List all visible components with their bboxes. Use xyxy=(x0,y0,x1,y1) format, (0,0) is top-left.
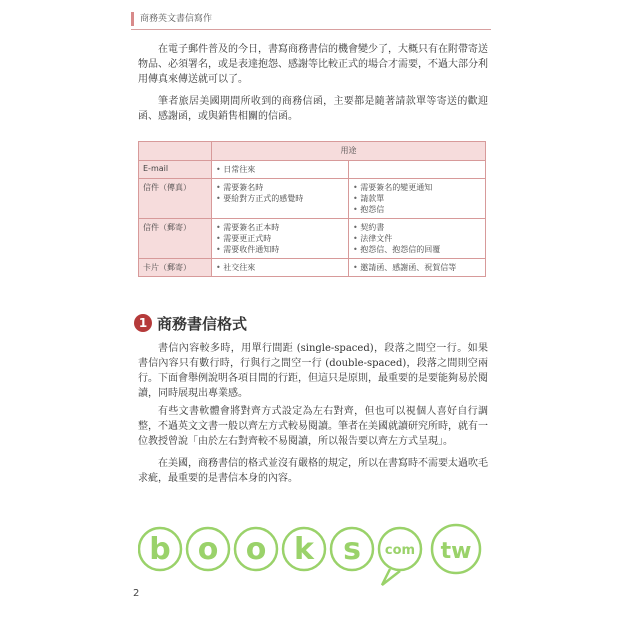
section-title: 商務書信格式 xyxy=(157,314,248,333)
row-label: 信件（傳真） xyxy=(139,179,212,219)
example-item: • 法律文件 xyxy=(353,233,481,244)
body-paragraph-3: 在美國，商務書信的格式並沒有嚴格的規定，所以在書寫時不需要太過吹毛求疵，最重要的是書信本身的內容。 xyxy=(138,458,488,484)
usage-cell xyxy=(212,259,349,277)
example-cell xyxy=(349,219,486,259)
usage-cell xyxy=(212,161,349,179)
row-label: 卡片（郵寄） xyxy=(139,259,212,277)
watermark-tw: tw xyxy=(440,539,472,564)
example-item: • 邀請函、感謝函、祝賀信等 xyxy=(353,262,481,273)
header-rule xyxy=(131,29,491,30)
watermark-bubble-tail xyxy=(382,569,400,585)
books-watermark xyxy=(138,515,510,615)
row-label: E-mail xyxy=(139,161,212,179)
usage-item: • 日常往來 xyxy=(216,164,344,175)
table-corner-cell xyxy=(139,142,212,161)
table-header-usage: 用途 xyxy=(212,142,486,161)
usage-cell xyxy=(212,179,349,219)
example-item: • 契約書 xyxy=(353,222,481,233)
example-item: • 請款單 xyxy=(353,193,481,204)
intro-paragraph-2: 筆者旅居美國期間所收到的商務信函，主要都是隨著請款單等寄送的歡迎函、感謝函，或與銷售相關的信函。 xyxy=(138,96,488,122)
table-row xyxy=(139,219,486,259)
page-number: 2 xyxy=(133,588,140,599)
usage-item: • 要給對方正式的感覺時 xyxy=(216,193,344,204)
section-heading xyxy=(134,313,247,333)
example-item: • 需要簽名的變更通知 xyxy=(353,182,481,193)
example-item: • 抱怨信 xyxy=(353,204,481,215)
watermark-letter: o xyxy=(245,532,267,567)
watermark-letter: s xyxy=(343,532,361,567)
watermark-letter: k xyxy=(294,532,314,567)
watermark-com: com xyxy=(384,543,416,558)
usage-item: • 社交往來 xyxy=(216,262,344,273)
section-number-badge: 1 xyxy=(134,314,152,332)
usage-item: • 需要簽名正本時 xyxy=(216,222,344,233)
row-label: 信件（郵寄） xyxy=(139,219,212,259)
usage-cell xyxy=(212,219,349,259)
example-item: • 抱怨信、抱怨信的回覆 xyxy=(353,244,481,255)
usage-table xyxy=(138,141,486,277)
table-row xyxy=(139,161,486,179)
body-paragraph-1: 書信內容較多時，用單行間距 (single-spaced)，段落之間空一行。如果書信內容只有數行時，行與行之間空一行 (double-spaced)，段落之間則空兩行。下面會舉例說明各項目間的行距，但這只是原則，最重要的是要能夠易於閱讀，同時展現出專業感。 xyxy=(138,343,488,399)
example-cell xyxy=(349,179,486,219)
usage-item: • 需要更正式時 xyxy=(216,233,344,244)
table-row xyxy=(139,259,486,277)
watermark-letter: o xyxy=(197,532,219,567)
table-header-row xyxy=(139,142,486,161)
running-header: 商務英文書信寫作 xyxy=(131,12,490,26)
example-cell xyxy=(349,161,486,179)
body-paragraph-2: 有些文書軟體會將對齊方式設定為左右對齊，但也可以視個人喜好自行調整，不過英文文書一般以齊左方式較易閱讀。筆者在美國就讀研究所時，就有一位教授曾說「由於左右對齊較不易閱讀，所以報告要以齊左方式呈現」。 xyxy=(138,406,488,447)
intro-paragraph-1: 在電子郵件普及的今日，書寫商務書信的機會變少了，大概只有在附帶寄送物品、必須署名，或是表達抱怨、感謝等比較正式的場合才需要，不過大部分利用傳真來傳送就可以了。 xyxy=(138,44,488,85)
table-row xyxy=(139,179,486,219)
watermark-letter: b xyxy=(149,532,171,567)
example-cell xyxy=(349,259,486,277)
usage-item: • 需要簽名時 xyxy=(216,182,344,193)
usage-item: • 需要收件通知時 xyxy=(216,244,344,255)
